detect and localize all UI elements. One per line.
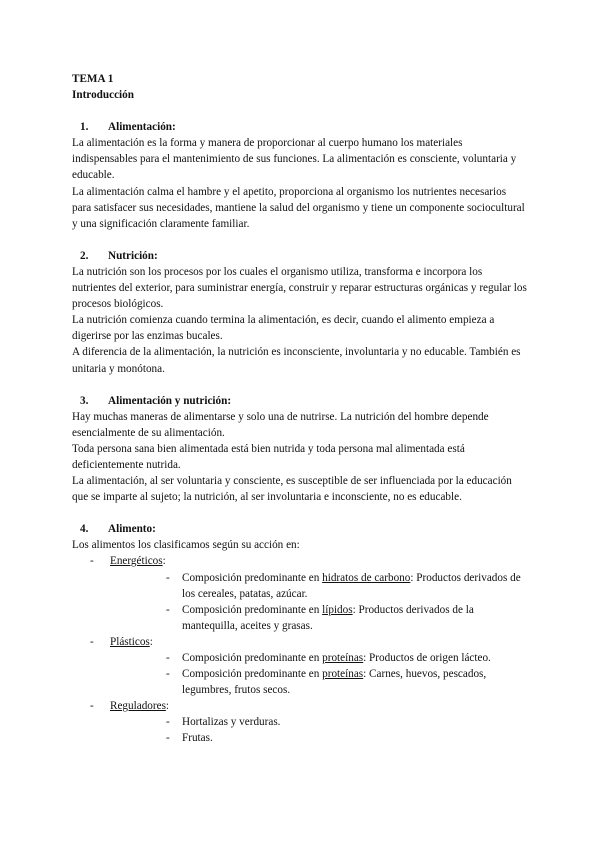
sub-list (110, 570, 528, 634)
section-number: 1. (80, 121, 89, 134)
list-item (110, 666, 528, 698)
section-title: Nutrición: (108, 249, 158, 262)
list-item (110, 650, 528, 666)
doc-subtitle: Introducción (72, 89, 134, 102)
item-text: Composición predominante en (182, 652, 323, 664)
sub-list (110, 650, 528, 698)
section-heading-alimento (72, 521, 528, 537)
list-item-plasticos (72, 634, 528, 698)
section-title: Alimentación y nutrición: (108, 394, 232, 407)
sub-list (110, 714, 528, 746)
paragraph: Toda persona sana bien alimentada está bien nutrida y toda persona mal alimentada está deficientemente nutrida. (72, 442, 465, 471)
category-name: Plásticos (110, 635, 150, 648)
section-heading-nutricion (72, 248, 528, 264)
list-item-reguladores (72, 698, 528, 746)
colon: : (162, 555, 166, 568)
nutrient-term: lípidos (322, 603, 353, 616)
list-dash: - (166, 571, 170, 584)
document-body (72, 71, 528, 747)
list-dash: - (90, 700, 94, 713)
list-item (110, 714, 528, 730)
category-name: Reguladores (110, 700, 166, 713)
list-item (110, 570, 528, 602)
list-dash: - (166, 668, 170, 681)
list-dash: - (90, 635, 94, 648)
nutrient-term: proteínas (322, 668, 364, 681)
paragraph: La nutrición comienza cuando termina la alimentación, es decir, cuando el alimento empieza a digerirse por las enzimas bucales. (72, 314, 495, 343)
item-text: : Carnes, huevos, pescados, legumbres, frutos secos. (182, 668, 487, 697)
item-text: Frutas. (182, 732, 213, 745)
nutrient-term: hidratos de carbono (322, 571, 411, 584)
section-number: 2. (80, 249, 89, 262)
list-dash: - (166, 716, 170, 729)
paragraph: Los alimentos los clasificamos según su acción en: (72, 539, 300, 552)
list-dash: - (166, 732, 170, 745)
list-dash: - (166, 652, 170, 664)
list-item-energeticos (72, 553, 528, 633)
paragraph: La alimentación, al ser voluntaria y consciente, es susceptible de ser influenciada por la educación que se imparte al sujeto; la nutrición, al ser involuntaria e inconsciente, no es educable. (72, 475, 512, 504)
doc-title: TEMA 1 (72, 73, 114, 85)
list-dash: - (166, 603, 170, 616)
list-item (110, 730, 528, 746)
paragraph: La alimentación es la forma y manera de proporcionar al cuerpo humano los materiales indispensables para el mantenimiento de sus funciones. La alimentación es consciente, voluntaria y educable. (72, 137, 517, 182)
section-heading-alimentacion-nutricion (72, 393, 528, 409)
food-category-list (72, 553, 528, 746)
section-number: 3. (80, 394, 89, 407)
list-item (110, 602, 528, 634)
paragraph: La nutrición son los procesos por los cuales el organismo utiliza, transforma e incorpora los nutrientes del exterior, para suministrar energía, construir y reparar estructuras orgánicas y regular los procesos biológicos. (72, 265, 527, 311)
item-text: Composición predominante en (182, 571, 323, 584)
section-heading-alimentacion (72, 119, 528, 135)
nutrient-term: proteínas (322, 652, 364, 664)
item-text: Composición predominante en (182, 668, 323, 681)
item-text: : Productos derivados de los cereales, patatas, azúcar. (182, 571, 521, 600)
category-name: Energéticos (110, 555, 163, 568)
colon: : (149, 635, 153, 648)
item-text: Composición predominante en (182, 603, 323, 616)
colon: : (165, 700, 170, 713)
item-text: Hortalizas y verduras. (182, 716, 281, 729)
paragraph: A diferencia de la alimentación, la nutrición es inconsciente, involuntaria y no educable. También es unitaria y monótona. (72, 346, 521, 375)
paragraph: La alimentación calma el hambre y el apetito, proporciona al organismo los nutrientes necesarios para satisfacer sus necesidades, mantiene la salud del organismo y tiene un componente sociocultural y una significación claramente familiar. (72, 185, 525, 230)
section-number: 4. (80, 523, 89, 536)
section-title: Alimento: (108, 523, 156, 536)
list-dash: - (90, 555, 94, 568)
item-text: : Productos derivados de la mantequilla, aceites y grasas. (182, 603, 474, 632)
item-text: : Productos de origen lácteo. (363, 652, 491, 664)
paragraph: Hay muchas maneras de alimentarse y solo una de nutrirse. La nutrición del hombre depende esencialmente de su alimentación. (72, 410, 489, 439)
section-title: Alimentación: (108, 121, 176, 134)
